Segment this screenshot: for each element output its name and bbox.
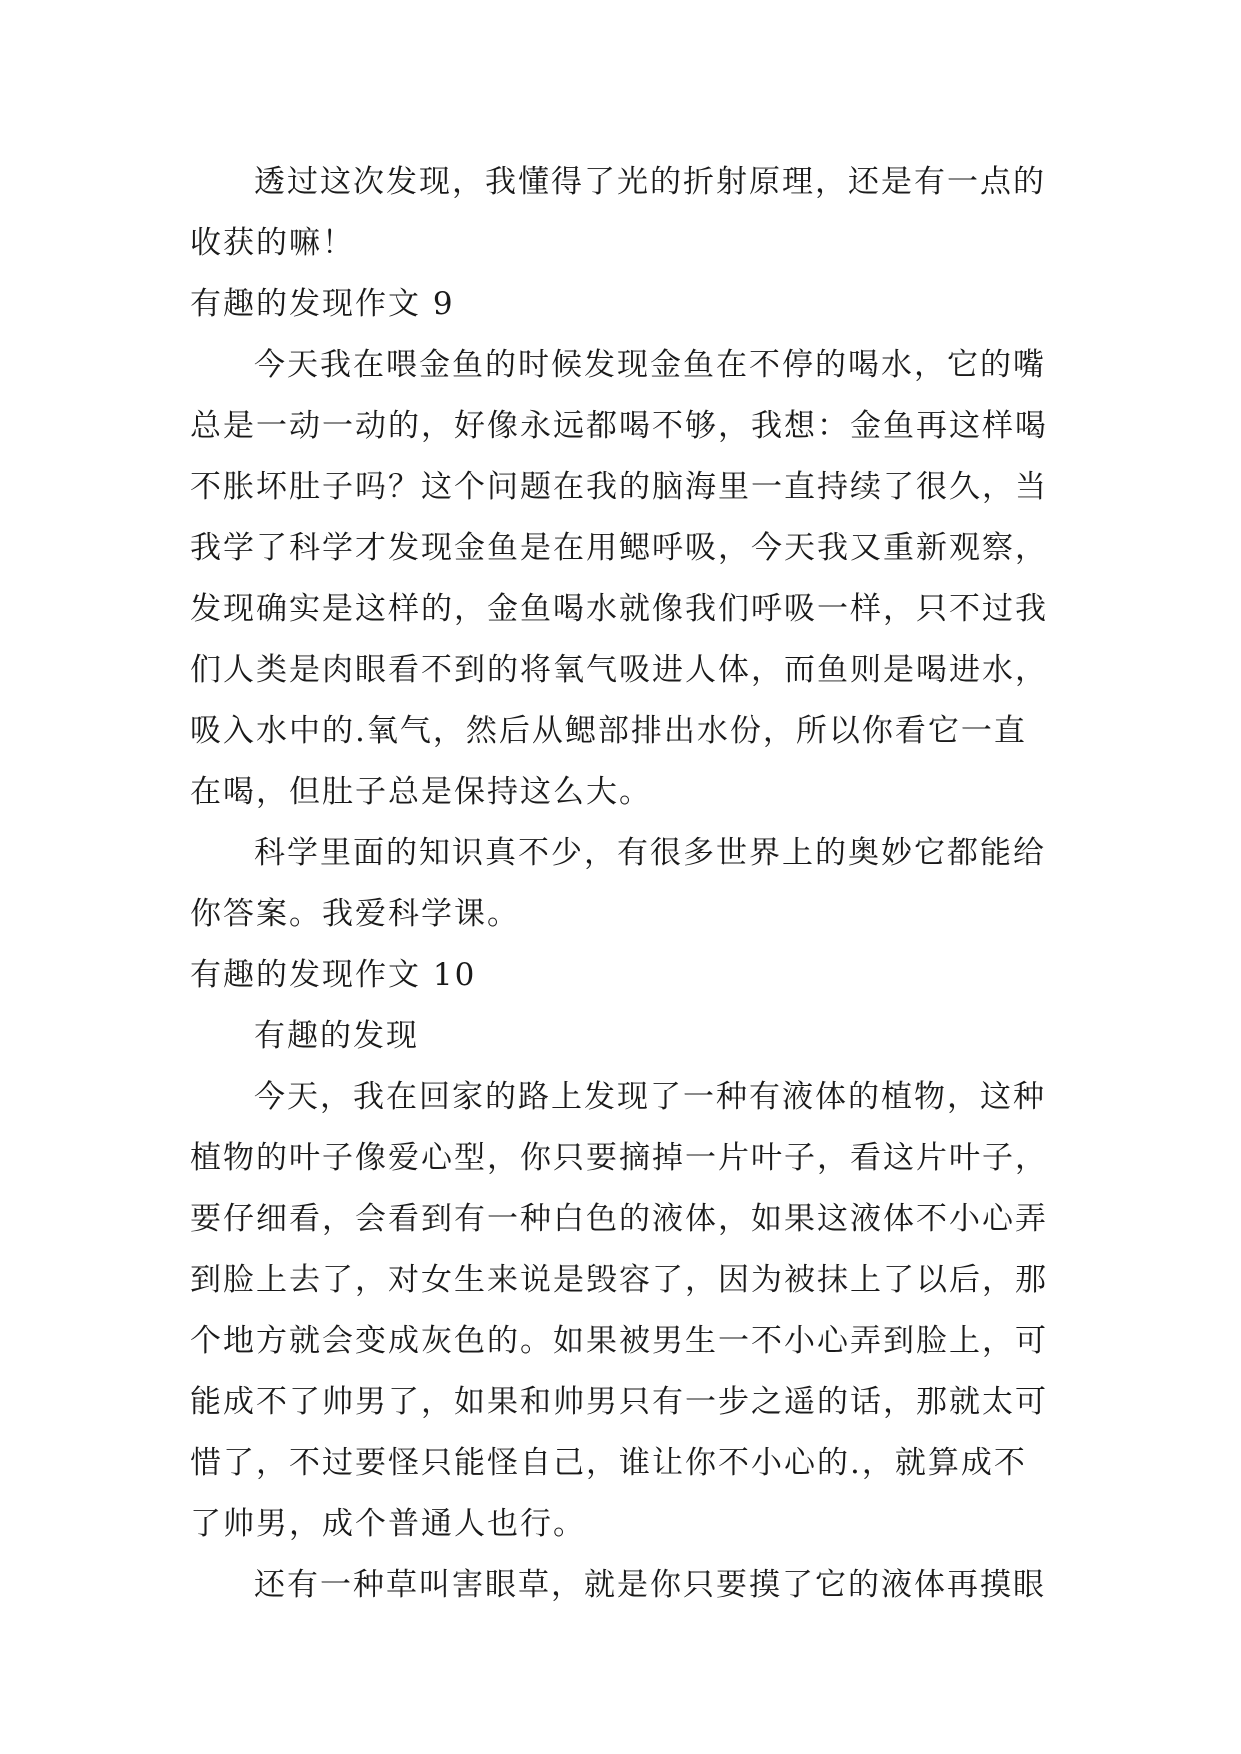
- paragraph-line: 要仔细看，会看到有一种白色的液体，如果这液体不小心弄: [190, 1201, 1048, 1237]
- document-body: [190, 152, 1070, 1616]
- section-heading: 有趣的发现作文 9: [190, 286, 455, 322]
- paragraph-line: 了帅男，成个普通人也行。: [190, 1506, 586, 1542]
- paragraph-line: 我学了科学才发现金鱼是在用鳃呼吸，今天我又重新观察，: [190, 530, 1048, 566]
- paragraph-line: 今天，我在回家的路上发现了一种有液体的植物，这种: [254, 1079, 1046, 1115]
- paragraph-line: 在喝，但肚子总是保持这么大。: [190, 774, 652, 810]
- paragraph-line: 透过这次发现，我懂得了光的折射原理，还是有一点的: [254, 164, 1046, 200]
- section-heading: 有趣的发现作文 10: [190, 957, 477, 993]
- paragraph-line: 今天我在喂金鱼的时候发现金鱼在不停的喝水，它的嘴: [254, 347, 1046, 383]
- paragraph-line: 植物的叶子像爱心型，你只要摘掉一片叶子，看这片叶子，: [190, 1140, 1048, 1176]
- essay-title: 有趣的发现: [254, 1018, 419, 1054]
- paragraph-line: 发现确实是这样的，金鱼喝水就像我们呼吸一样，只不过我: [190, 591, 1048, 627]
- paragraph-line: 吸入水中的.氧气，然后从鳃部排出水份，所以你看它一直: [190, 713, 1027, 749]
- paragraph-line: 科学里面的知识真不少，有很多世界上的奥妙它都能给: [254, 835, 1046, 871]
- paragraph-line: 不胀坏肚子吗？这个问题在我的脑海里一直持续了很久，当: [190, 469, 1048, 505]
- paragraph-line: 们人类是肉眼看不到的将氧气吸进人体，而鱼则是喝进水，: [190, 652, 1048, 688]
- paragraph-line: 个地方就会变成灰色的。如果被男生一不小心弄到脸上，可: [190, 1323, 1048, 1359]
- paragraph-line: 你答案。我爱科学课。: [190, 896, 520, 932]
- paragraph-line: 惜了，不过要怪只能怪自己，谁让你不小心的.，就算成不: [190, 1445, 1027, 1481]
- paragraph-line: 收获的嘛！: [190, 225, 355, 261]
- paragraph-line: 能成不了帅男了，如果和帅男只有一步之遥的话，那就太可: [190, 1384, 1048, 1420]
- paragraph-line: 到脸上去了，对女生来说是毁容了，因为被抹上了以后，那: [190, 1262, 1048, 1298]
- paragraph-line: 总是一动一动的，好像永远都喝不够，我想：金鱼再这样喝: [190, 408, 1048, 444]
- paragraph-line: 还有一种草叫害眼草，就是你只要摸了它的液体再摸眼: [254, 1567, 1046, 1603]
